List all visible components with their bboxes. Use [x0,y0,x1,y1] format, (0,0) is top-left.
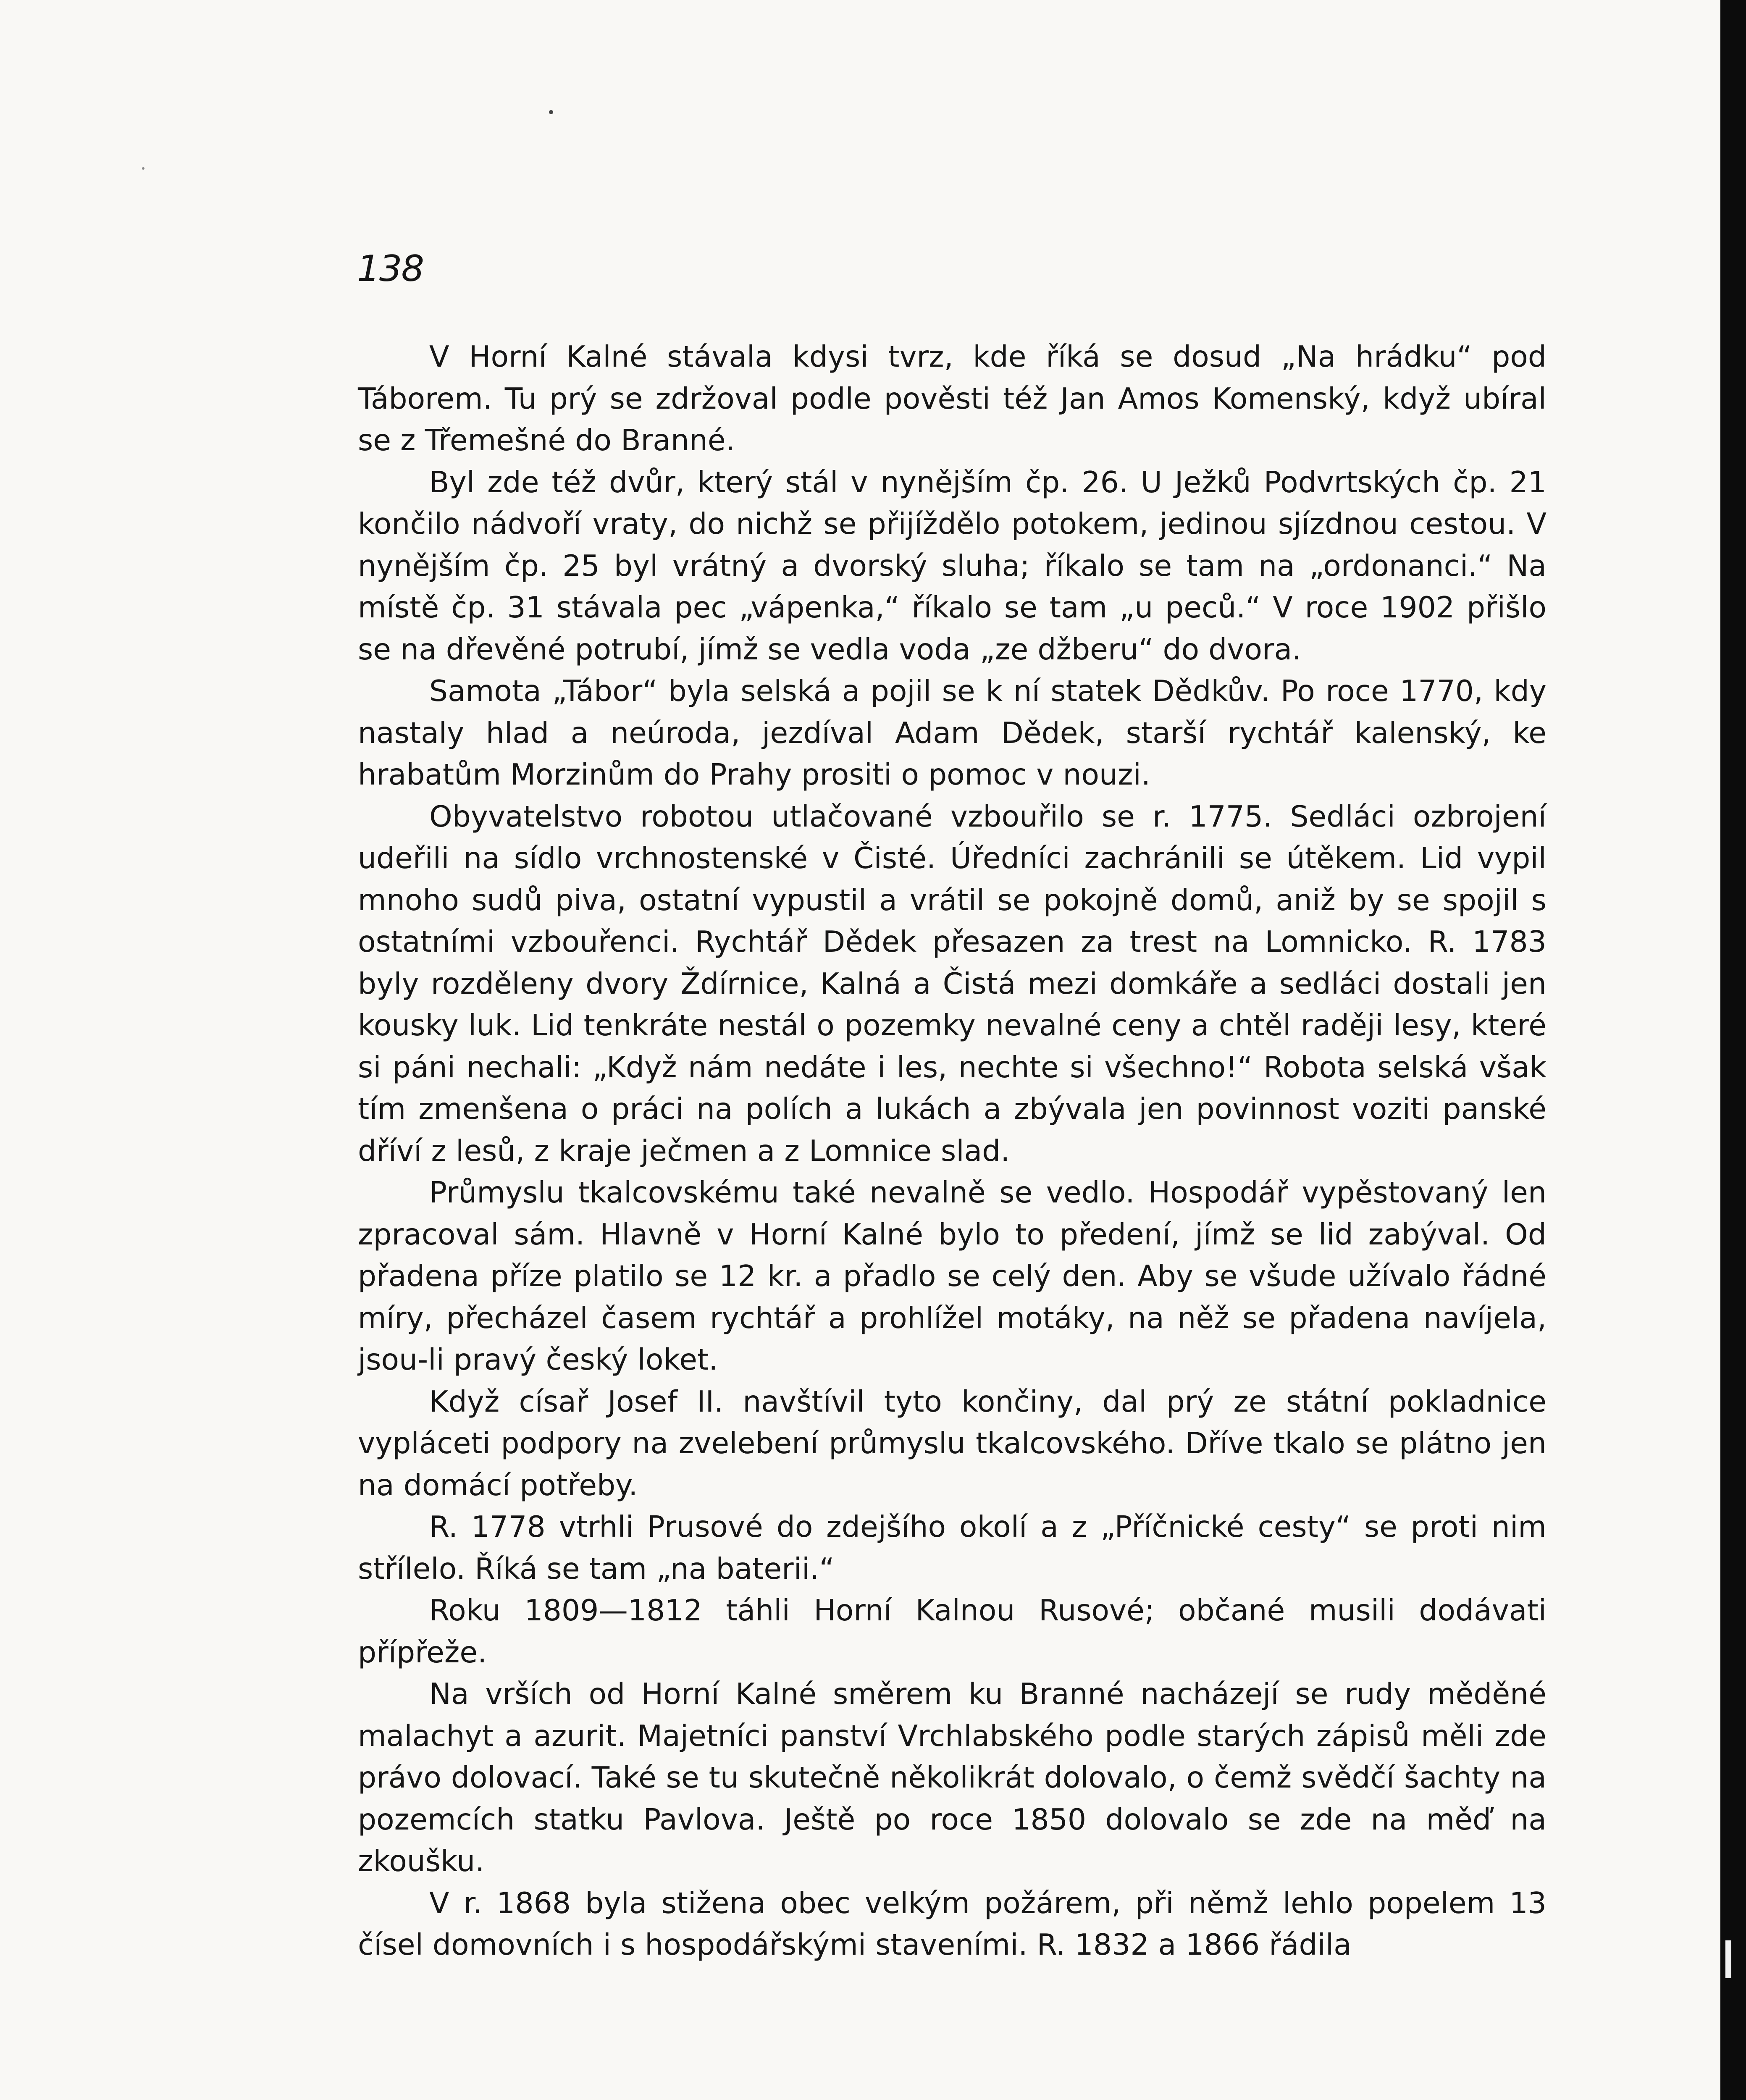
page-number: 138 [357,248,424,290]
paragraph: Byl zde též dvůr, který stál v nynějším čp. 26. U Ježků Podvrtských čp. 21 končilo nádvoří vraty, do nichž se přijíždělo potokem, jedinou sjízdnou cestou. V nynějším čp. 25 byl vrátný a dvorský sluha; říkalo se tam na „ordonanci.“ Na místě čp. 31 stávala pec „vápenka,“ říkalo se tam „u peců.“ V roce 1902 přišlo se na dřevěné potrubí, jímž se vedla voda „ze džberu“ do dvora. [358,465,1546,667]
scan-edge-artifact [1725,1940,1731,1978]
paragraph: V r. 1868 byla stižena obec velkým požárem, při němž lehlo popelem 13 čísel domovních i s hospodářskými staveními. R. 1832 a 1866 řádila [358,1886,1546,1962]
paragraph: Průmyslu tkalcovskému také nevalně se vedlo. Hospodář vypěstovaný len zpracoval sám. Hlavně v Horní Kalné bylo to předení, jímž se lid zabýval. Od přadena příze platilo se 12 kr. a přadlo se celý den. Aby se všude užívalo řádné míry, přecházel časem rychtář a prohlížel motáky, na něž se přadena navíjela, jsou-li pravý český loket. [358,1176,1546,1377]
body-text [358,336,1546,1966]
paragraph: Na vrších od Horní Kalné směrem ku Branné nacházejí se rudy měděné malachyt a azurit. Majetníci panství Vrchlabského podle starých zápisů měli zde právo dolovací. Také se tu skutečně několikrát dolovalo, o čemž svědčí šachty na pozemcích statku Pavlova. Ještě po roce 1850 dolovalo se zde na měď na zkoušku. [358,1677,1546,1878]
paragraph: R. 1778 vtrhli Prusové do zdejšího okolí a z „Příčnické cesty“ se proti nim střílelo. Říká se tam „na baterii.“ [358,1510,1546,1586]
scan-edge [1720,0,1746,2100]
paragraph: V Horní Kalné stávala kdysi tvrz, kde říká se dosud „Na hrádku“ pod Táborem. Tu prý se zdržoval podle pověsti též Jan Amos Komenský, když ubíral se z Třemešné do Branné. [358,340,1546,457]
paragraph: Samota „Tábor“ byla selská a pojil se k ní statek Dědkův. Po roce 1770, kdy nastaly hlad a neúroda, jezdíval Adam Dědek, starší rychtář kalenský, ke hrabatům Morzinům do Prahy prositi o pomoc v nouzi. [358,674,1546,792]
paragraph: Roku 1809—1812 táhli Horní Kalnou Rusové; občané musili dodávati přípřeže. [358,1593,1546,1670]
dust-speck [142,167,144,170]
paragraph: Obyvatelstvo robotou utlačované vzbouřilo se r. 1775. Sedláci ozbrojení udeřili na sídlo vrchnostenské v Čisté. Úředníci zachránili se útěkem. Lid vypil mnoho sudů piva, ostatní vypustil a vrátil se pokojně domů, aniž by se spojil s ostatními vzbouřenci. Rychtář Dědek přesazen za trest na Lomnicko. R. 1783 byly rozděleny dvory Ždírnice, Kalná a Čistá mezi domkáře a sedláci dostali jen kousky luk. Lid tenkráte nestál o pozemky nevalné ceny a chtěl raději lesy, které si páni nechali: „Když nám nedáte i les, nechte si všechno!“ Robota selská však tím zmenšena o práci na polích a lukách a zbývala jen povinnost voziti panské dříví z lesů, z kraje ječmen a z Lomnice slad. [358,799,1546,1168]
dust-speck [549,110,553,114]
paragraph: Když císař Josef II. navštívil tyto končiny, dal prý ze státní pokladnice vypláceti podpory na zvelebení průmyslu tkalcovského. Dříve tkalo se plátno jen na domácí potřeby. [358,1384,1546,1502]
